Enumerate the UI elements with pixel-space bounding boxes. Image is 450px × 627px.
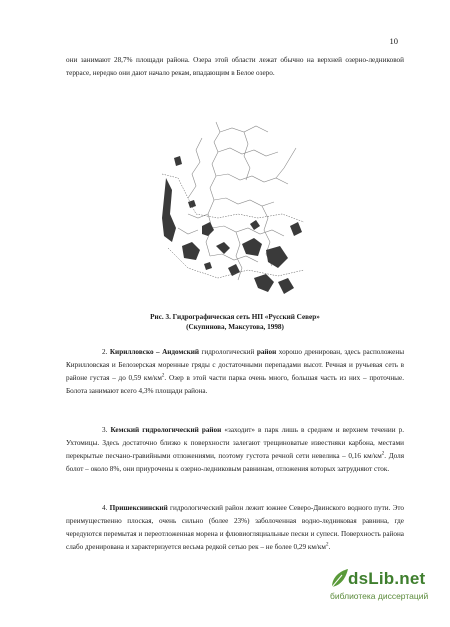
section-2-title: Кирилловско – Андомский <box>109 348 200 356</box>
section-4-title: Пришекснинский <box>109 504 168 512</box>
section-4-sup: 2 <box>325 542 329 548</box>
hydrographic-map <box>158 118 308 306</box>
leaf-logo-icon <box>328 567 350 591</box>
section-3-paragraph <box>66 424 404 476</box>
section-4-number: 4. <box>102 504 108 512</box>
section-3-sup: 2 <box>381 451 385 457</box>
watermark-tagline: библиотека диссертаций <box>330 591 429 601</box>
section-2-number: 2. <box>102 348 108 356</box>
section-2-sup: 2 <box>161 373 165 379</box>
section-4-text2: . <box>328 543 331 551</box>
section-3-text2: . Доля болот – около 8%, они приурочены к озерно-ледниковым равнинам, отложения которых затрудняют сток. <box>66 452 405 473</box>
section-2-term2: район <box>256 348 277 356</box>
hydrographic-map-image <box>158 118 308 306</box>
watermark-brand: dsLib.net <box>348 569 426 588</box>
dslib-watermark <box>328 567 428 609</box>
section-3-title: Кемский <box>110 426 140 434</box>
lake-shapes <box>162 156 302 294</box>
figure-caption-source: (Скупинова, Максутова, 1998) <box>186 323 284 331</box>
section-3-number: 3. <box>102 426 108 434</box>
figure-caption <box>66 312 404 332</box>
figure-caption-title: Рис. 3. Гидрографическая сеть НП «Русский Север» <box>150 313 320 321</box>
section-3-term: гидрологический район <box>142 426 222 434</box>
section-4-paragraph <box>66 502 404 554</box>
section-4-text1: гидрологический район лежит южнее Северо-Двинского водного пути. Это преимущественно плоская, очень сильно (более 23%) заболоченная водно-ледниковая равнина, где чередуются перемытая и переотложенная морена и флювиогляциальные пески и супеси. Поверхность района слабо дренирована и характеризуется весьма редкой сетью рек – не более 0,29 км/км <box>66 504 404 551</box>
section-3-text1: «заходит» в парк лишь в среднем и верхнем течении р. Ухтомицы. Здесь достаточно близко к поверхности залегают трещиноватые известняки карбона, местами перекрытые песчано-гравийными отложениями, поэтому густота речной сети невелика – 0,16 км/км <box>66 426 405 460</box>
section-2-text2: . Озер в этой части парка очень много, большая часть из них – проточные. Болота занимают всего 4,3% площади района. <box>66 374 404 395</box>
section-2-paragraph <box>66 346 404 398</box>
page-number: 10 <box>389 36 398 46</box>
intro-paragraph: они занимают 28,7% площади района. Озера этой области лежат обычно на верхней озерно-ледниковой террасе, нередко они дают начало рекам, впадающим в Белое озеро. <box>66 56 404 77</box>
section-2-term: гидрологический <box>201 348 255 356</box>
section-2-text1: хорошо дренирован, здесь расположены Кирилловская и Белозерская моренные гряды с достаточными перепадами высот. Речная и ручьевая сеть в районе густая – до 0,59 км/км <box>66 348 405 382</box>
